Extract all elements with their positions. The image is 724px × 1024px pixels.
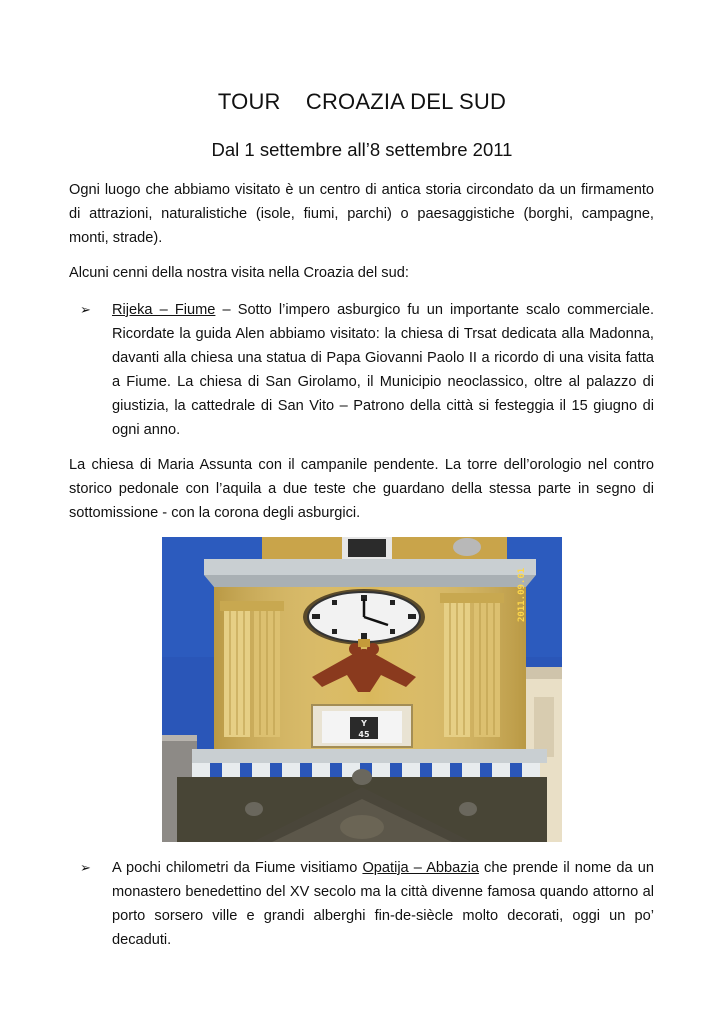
place-name-opatija: Opatija – Abbazia — [362, 860, 479, 876]
intro-paragraph: Ogni luogo che abbiamo visitato è un centro di antica storia circondato da un firmamento di attrazioni, naturalistiche (isole, fiumi, parchi) o paesaggistiche (borghi, campagne, monti, strade). — [69, 182, 654, 246]
clock-tower-photo — [162, 537, 562, 842]
bullet-arrow-icon: ➢ — [80, 860, 91, 875]
bullet-opatija — [112, 856, 654, 952]
plaque-top-text: Y — [361, 719, 367, 728]
place-name-rijeka: Rijeka – Fiume — [112, 302, 216, 318]
bullet-rijeka-text: – Sotto l’impero asburgico fu un importante scalo commerciale. Ricordate la guida Alen abbiamo visitato: la chiesa di Trsat dedicata alla Madonna, davanti alla chiesa una statua di Papa Giovanni Paolo II a ricordo di una visita fatta a Fiume. La chiesa di San Girolamo, il Municipio neoclassico, oltre al palazzo di giustizia, la cattedrale di San Vito – Patrono della città si festeggia il 15 giugno di ogni anno. — [112, 302, 654, 438]
bullet-rijeka — [112, 298, 654, 442]
bullet-opatija-text: che prende il nome da un monastero benedettino del XV secolo ma la città divenne famosa quando attorno al porto sorsero ville e grandi alberghi fin-de-siècle molto decorati, oggi un po’ decaduti. — [112, 860, 654, 948]
bullet-arrow-icon: ➢ — [80, 302, 91, 317]
plaque-bottom-text: 45 — [358, 730, 370, 739]
page-subtitle: Dal 1 settembre all’8 settembre 2011 — [211, 139, 513, 160]
lead-paragraph: Alcuni cenni della nostra visita nella Croazia del sud: — [69, 265, 409, 281]
page-title: TOUR CROAZIA DEL SUD — [217, 89, 507, 114]
tower-paragraph: La chiesa di Maria Assunta con il campanile pendente. La torre dell’orologio nel contro storico pedonale con l’aquila a due teste che guardano della stessa parte in segno di sottomissione - con la corona degli asburgici. — [69, 457, 654, 521]
bullet-opatija-intro: A pochi chilometri da Fiume visitiamo — [112, 860, 363, 876]
photo-date-stamp: 2011.09.01 — [517, 567, 527, 622]
